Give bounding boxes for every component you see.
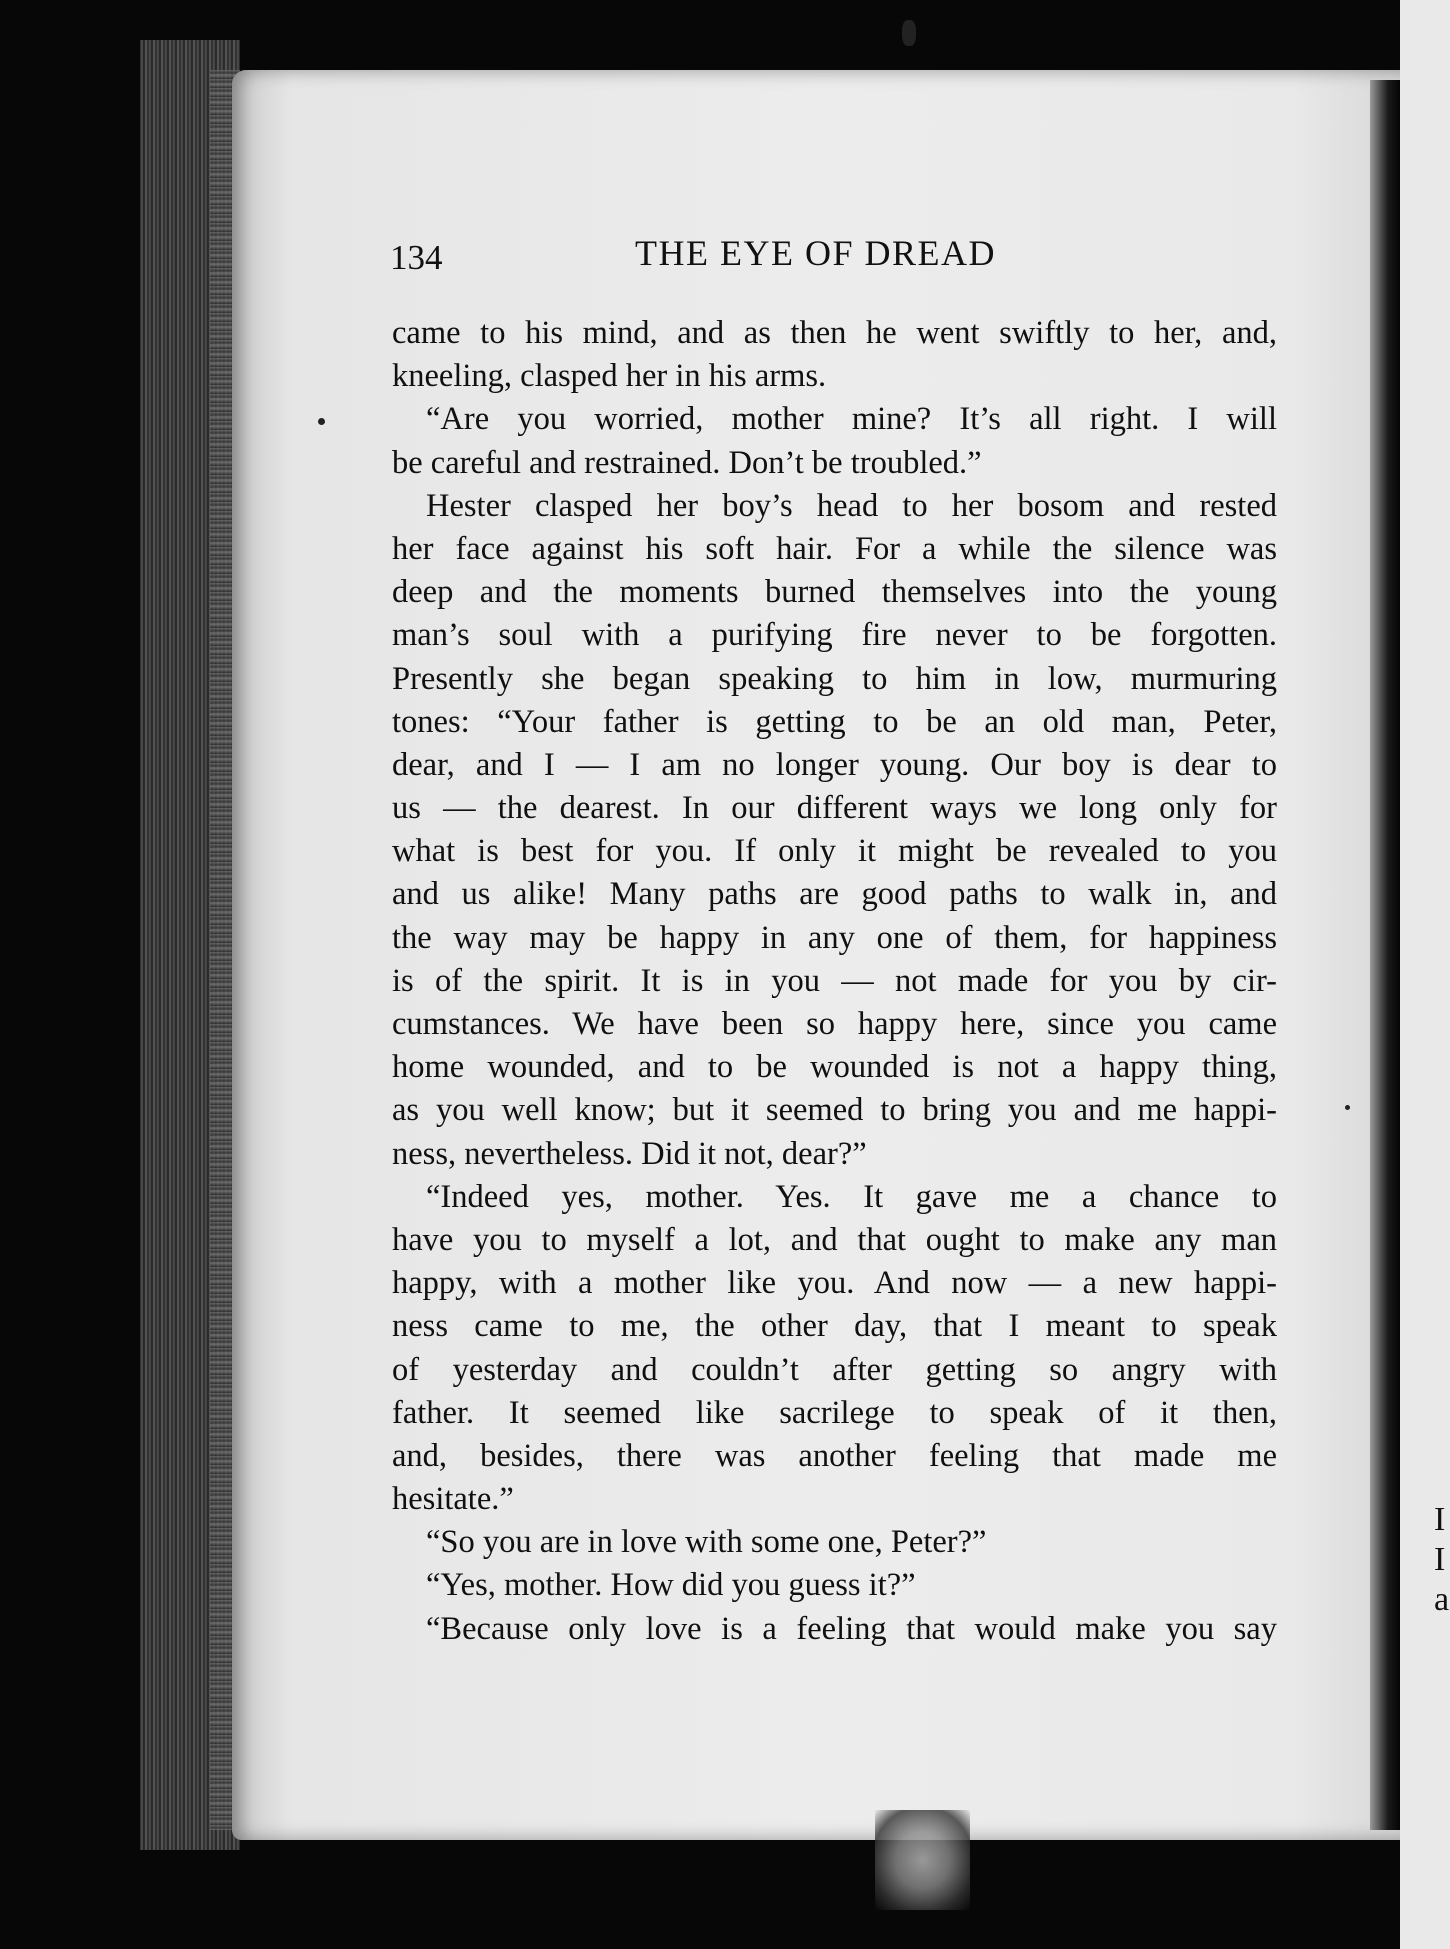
running-head	[390, 232, 1040, 282]
next-page-edge-letter: I	[1434, 1541, 1446, 1578]
book-gutter	[1370, 80, 1400, 1830]
text-line: “Because only love is a feeling that would make you say	[426, 1610, 1277, 1647]
dust-speck	[902, 20, 916, 46]
body-text	[392, 312, 1277, 1647]
text-line: deep and the moments burned themselves into the young	[392, 574, 1277, 611]
text-line: man’s soul with a purifying fire never to be forgotten.	[392, 617, 1277, 654]
text-line: us — the dearest. In our different ways we long only for	[392, 790, 1277, 827]
next-page-edge-letter: I	[1434, 1501, 1446, 1538]
text-line: of yesterday and couldn’t after getting so angry with	[392, 1351, 1277, 1388]
dust-speck	[318, 418, 325, 425]
text-line: dear, and I — I am no longer young. Our boy is dear to	[392, 746, 1277, 783]
text-line: Presently she began speaking to him in low, murmuring	[392, 660, 1277, 697]
text-line: kneeling, clasped her in his arms.	[392, 358, 827, 395]
text-line: ness came to me, the other day, that I meant to speak	[392, 1308, 1277, 1345]
text-line: “Are you worried, mother mine? It’s all right. I will	[426, 401, 1277, 438]
text-line: and us alike! Many paths are good paths to walk in, and	[392, 876, 1277, 913]
next-page-edge-letter: a	[1434, 1581, 1450, 1618]
book-page-edges	[140, 40, 240, 1850]
page-number: 134	[390, 238, 443, 277]
text-line: her face against his soft hair. For a while the silence was	[392, 530, 1277, 567]
text-line: happy, with a mother like you. And now — a new happi-	[392, 1265, 1277, 1302]
text-line: as you well know; but it seemed to bring you and me happi-	[392, 1092, 1277, 1129]
text-line: ness, nevertheless. Did it not, dear?”	[392, 1135, 867, 1172]
text-line: home wounded, and to be wounded is not a happy thing,	[392, 1049, 1277, 1086]
text-line: and, besides, there was another feeling that made me	[392, 1437, 1277, 1474]
text-line: came to his mind, and as then he went swiftly to her, and,	[392, 315, 1277, 351]
dust-speck	[1345, 1105, 1350, 1110]
text-line: “So you are in love with some one, Peter?”	[426, 1524, 987, 1561]
text-line: what is best for you. If only it might be revealed to you	[392, 833, 1277, 870]
text-line: have you to myself a lot, and that ought to make any man	[392, 1221, 1277, 1258]
text-line: “Indeed yes, mother. Yes. It gave me a chance to	[426, 1178, 1277, 1215]
text-line: Hester clasped her boy’s head to her bosom and rested	[426, 487, 1277, 524]
text-line: the way may be happy in any one of them, for happiness	[392, 919, 1277, 956]
text-line: father. It seemed like sacrilege to speak of it then,	[392, 1394, 1277, 1431]
text-line: is of the spirit. It is in you — not made for you by cir-	[392, 962, 1277, 999]
text-line: hesitate.”	[392, 1481, 514, 1518]
text-line: “Yes, mother. How did you guess it?”	[426, 1567, 916, 1604]
page-title: THE EYE OF DREAD	[635, 233, 996, 273]
next-page-strip	[1400, 0, 1450, 1949]
text-line: tones: “Your father is getting to be an old man, Peter,	[392, 703, 1277, 740]
text-line: cumstances. We have been so happy here, since you came	[392, 1006, 1277, 1042]
text-line: be careful and restrained. Don’t be troubled.”	[392, 444, 982, 481]
page-stain	[875, 1810, 970, 1910]
